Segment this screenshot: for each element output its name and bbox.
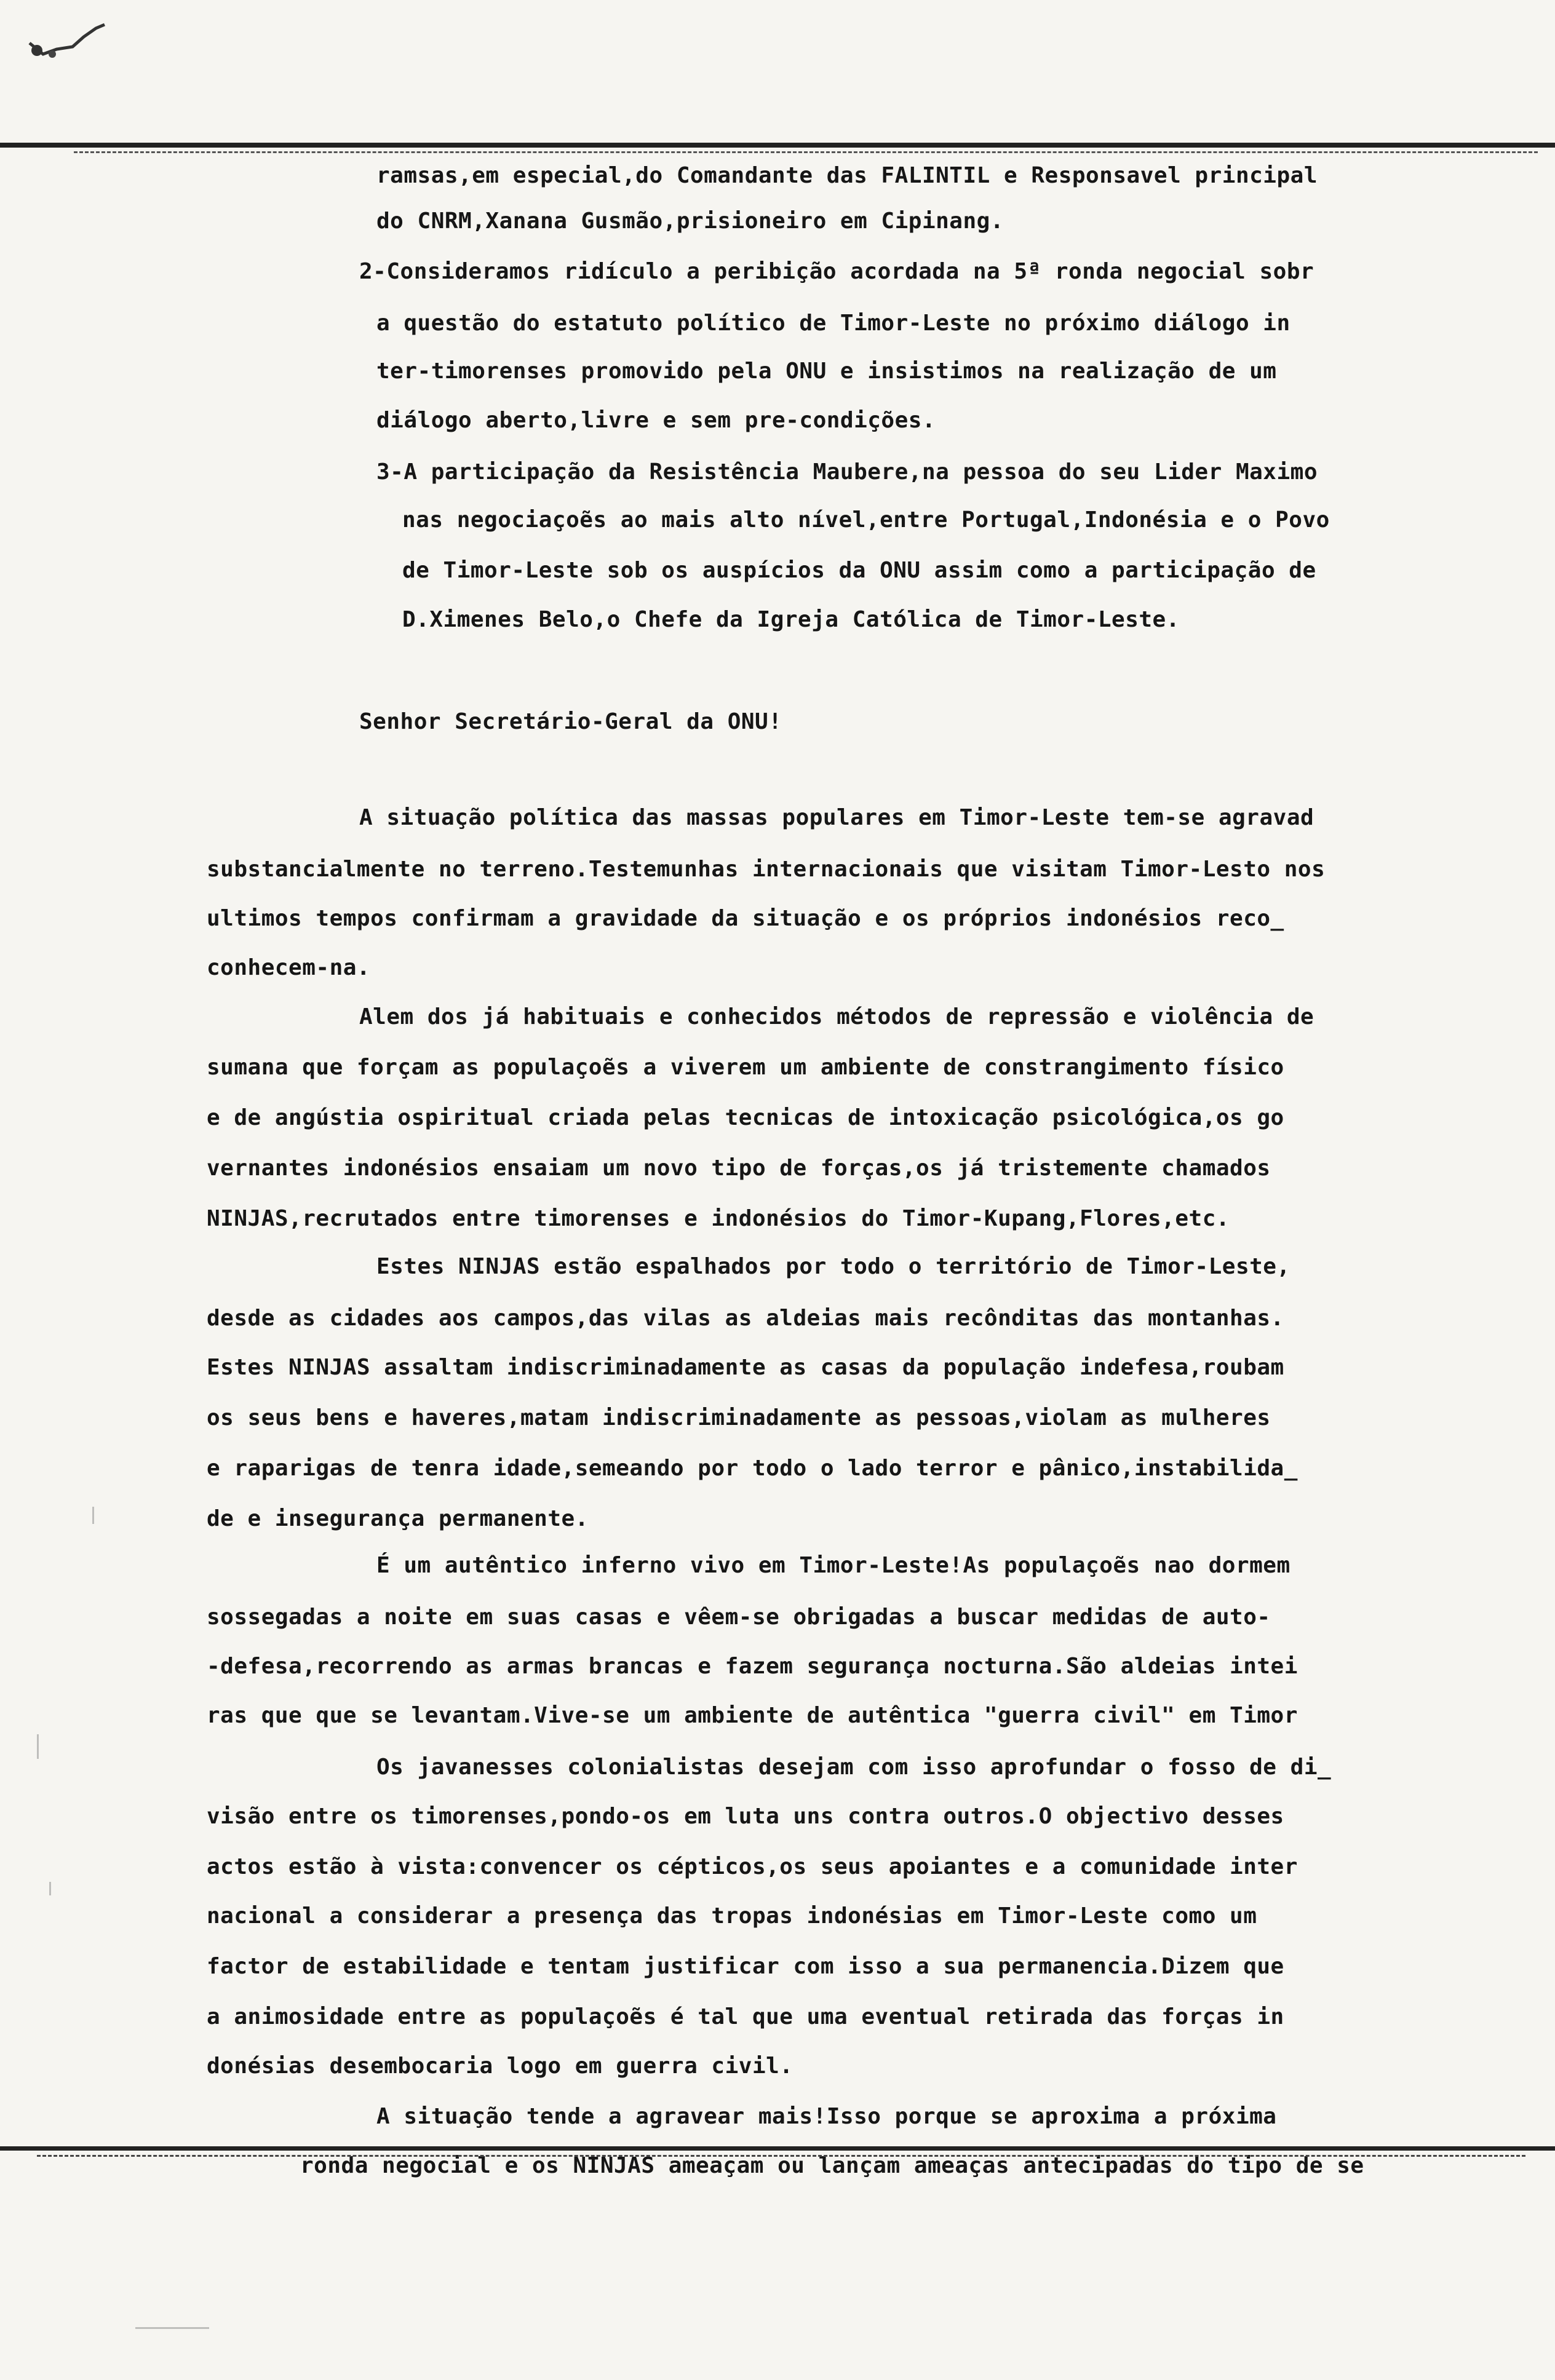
text-line: donésias desembocaria logo em guerra civil. xyxy=(207,2053,793,2079)
text-line: factor de estabilidade e tentam justificar com isso a sua permanencia.Dizem que xyxy=(207,1954,1284,1979)
text-line: Estes NINJAS estão espalhados por todo o território de Timor-Leste, xyxy=(376,1254,1291,1279)
top-rule xyxy=(0,143,1555,148)
text-line: ras que que se levantam.Vive-se um ambiente de autêntica "guerra civil" em Timor xyxy=(207,1703,1298,1728)
text-line: É um autêntico inferno vivo em Timor-Leste!As populaçoẽs nao dormem xyxy=(376,1553,1291,1578)
scan-speck xyxy=(49,1882,51,1895)
text-line: Alem dos já habituais e conhecidos métodos de repressão e violência de xyxy=(359,1004,1314,1029)
text-line: Os javanesses colonialistas desejam com isso aprofundar o fosso de di_ xyxy=(376,1755,1332,1780)
text-line: desde as cidades aos campos,das vilas as aldeias mais recônditas das montanhas. xyxy=(207,1306,1284,1331)
text-line: -defesa,recorrendo as armas brancas e fazem segurança nocturna.São aldeias intei xyxy=(207,1654,1298,1679)
text-line: a animosidade entre as populaçoẽs é tal que uma eventual retirada das forças in xyxy=(207,2004,1284,2029)
text-line: visão entre os timorenses,pondo-os em luta uns contra outros.O objectivo desses xyxy=(207,1804,1284,1829)
scan-speck xyxy=(37,1734,39,1759)
bottom-rule xyxy=(0,2146,1555,2151)
text-line: sumana que forçam as populaçoẽs a viverem um ambiente de constrangimento físico xyxy=(207,1055,1284,1080)
text-line: ultimos tempos confirmam a gravidade da situação e os próprios indonésios reco_ xyxy=(207,906,1284,931)
text-line: Estes NINJAS assaltam indiscriminadamente as casas da população indefesa,roubam xyxy=(207,1355,1284,1380)
text-line: sossegadas a noite em suas casas e vêem-se obrigadas a buscar medidas de auto- xyxy=(207,1605,1271,1630)
text-line: e de angústia ospiritual criada pelas tecnicas de intoxicação psicológica,os go xyxy=(207,1105,1284,1130)
text-line: A situação política das massas populares em Timor-Leste tem-se agravad xyxy=(359,805,1314,830)
text-line: vernantes indonésios ensaiam um novo tipo de forças,os já tristemente chamados xyxy=(207,1156,1271,1181)
text-line: e raparigas de tenra idade,semeando por todo o lado terror e pânico,instabilida_ xyxy=(207,1456,1298,1481)
text-line: Senhor Secretário-Geral da ONU! xyxy=(359,709,782,734)
text-line: a questão do estatuto político de Timor-Leste no próximo diálogo in xyxy=(376,311,1291,336)
text-line: nas negociaçoẽs ao mais alto nível,entre Portugal,Indonésia e o Povo xyxy=(402,507,1330,533)
scan-speck xyxy=(92,1507,94,1524)
top-rule-thin xyxy=(74,151,1538,153)
text-line: de e insegurança permanente. xyxy=(207,1506,589,1531)
text-line: do CNRM,Xanana Gusmão,prisioneiro em Cipinang. xyxy=(376,208,1004,234)
ink-blot-mark xyxy=(18,18,117,74)
text-line: NINJAS,recrutados entre timorenses e indonésios do Timor-Kupang,Flores,etc. xyxy=(207,1206,1230,1231)
text-line: ter-timorenses promovido pela ONU e insistimos na realização de um xyxy=(376,359,1277,384)
text-line: A situação tende a agravear mais!Isso porque se aproxima a próxima xyxy=(376,2104,1277,2129)
scan-speck xyxy=(135,2327,209,2329)
text-line: ronda negocial e os NINJAS ameaçam ou lançam ameaças antecipadas do tipo de se xyxy=(300,2153,1364,2178)
text-line: os seus bens e haveres,matam indiscriminadamente as pessoas,violam as mulheres xyxy=(207,1405,1271,1430)
bottom-rule-thin xyxy=(37,2155,1525,2157)
text-line: D.Ximenes Belo,o Chefe da Igreja Católica de Timor-Leste. xyxy=(402,607,1180,632)
text-line: actos estão à vista:convencer os cépticos,os seus apoiantes e a comunidade inter xyxy=(207,1854,1298,1879)
text-line: substancialmente no terreno.Testemunhas internacionais que visitam Timor-Lesto nos xyxy=(207,857,1326,882)
text-line: 3-A participação da Resistência Maubere,na pessoa do seu Lider Maximo xyxy=(376,459,1318,485)
text-line: diálogo aberto,livre e sem pre-condições. xyxy=(376,408,936,433)
text-line: nacional a considerar a presença das tropas indonésias em Timor-Leste como um xyxy=(207,1903,1257,1929)
text-line: de Timor-Leste sob os auspícios da ONU assim como a participação de xyxy=(402,558,1316,583)
text-line: conhecem-na. xyxy=(207,955,371,980)
text-line: 2-Consideramos ridículo a peribição acordada na 5ª ronda negocial sobr xyxy=(359,259,1314,284)
text-line: ramsas,em especial,do Comandante das FALINTIL e Responsavel principal xyxy=(376,163,1318,188)
